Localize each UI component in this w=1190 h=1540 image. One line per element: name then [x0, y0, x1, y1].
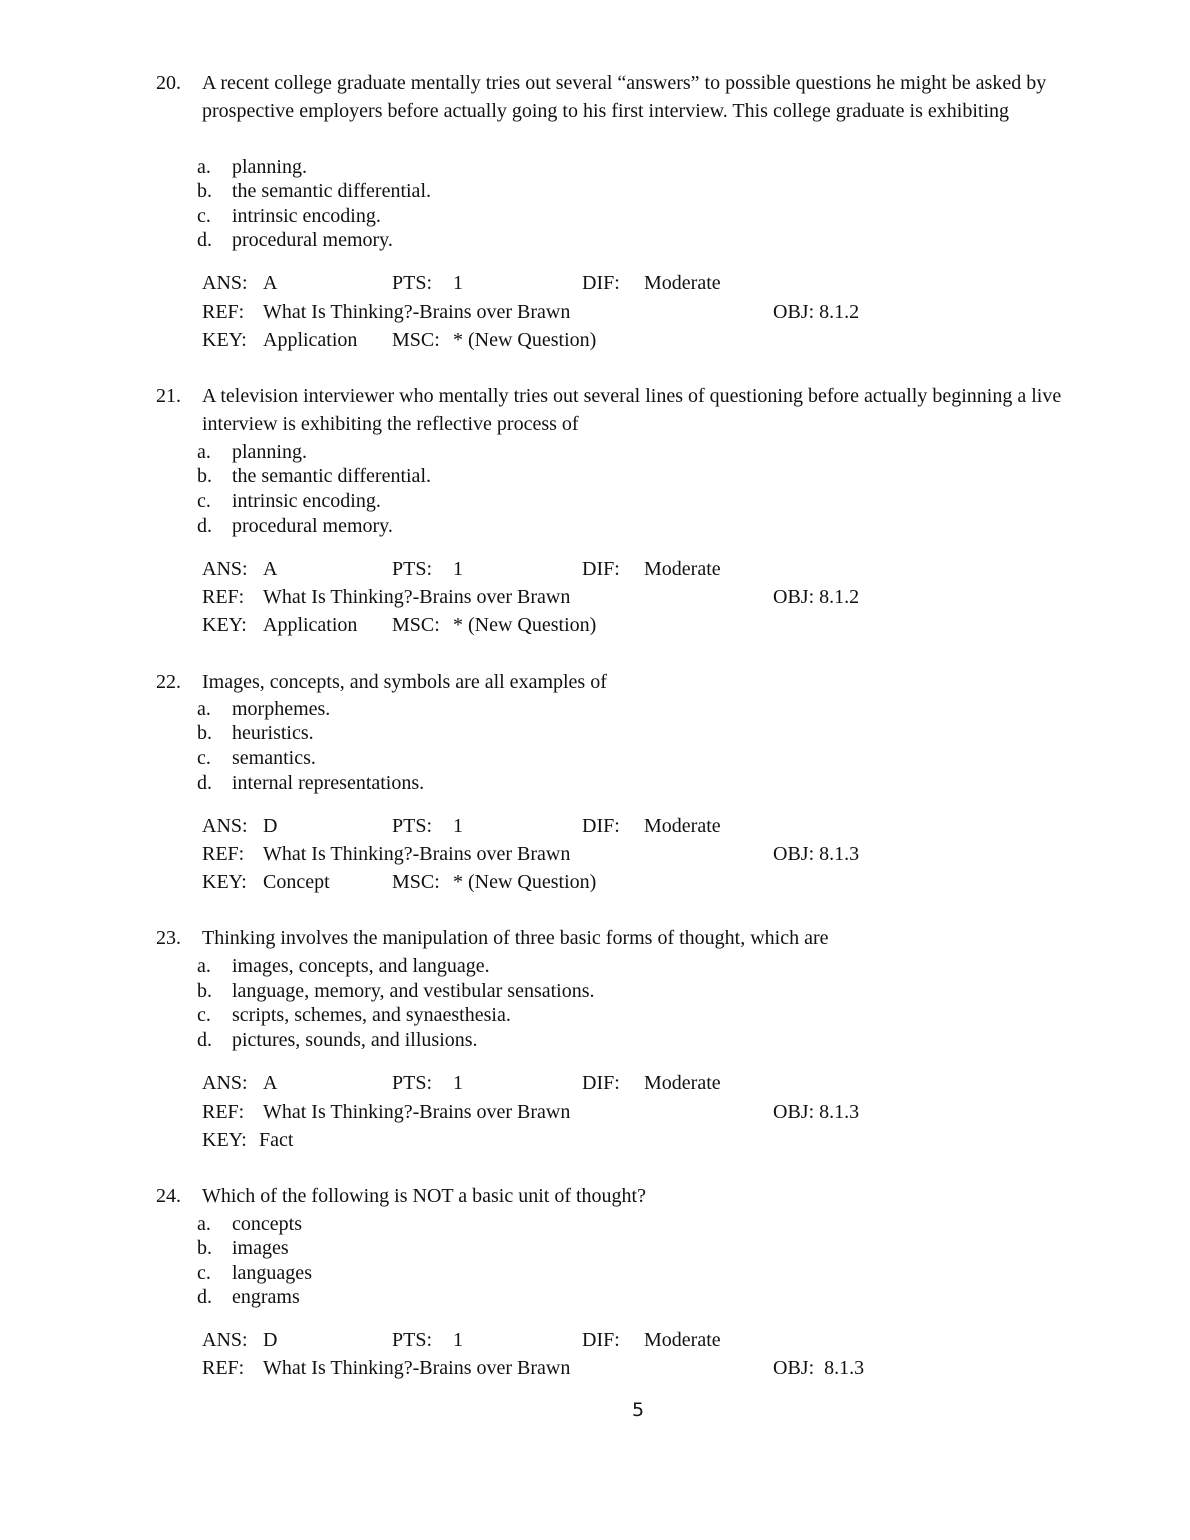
question-stem: Which of the following is NOT a basic unit of thought? [202, 1185, 646, 1207]
question-number: 22. [156, 671, 181, 693]
key-value: Application [263, 329, 358, 351]
option-letter: b. [197, 465, 212, 487]
ref-label: REF: [202, 1101, 245, 1123]
answer-row [0, 812, 1190, 840]
ans-value: A [263, 272, 278, 294]
ans-value: D [263, 1329, 278, 1351]
obj-value: OBJ: 8.1.3 [773, 843, 860, 865]
option-text: engrams [232, 1286, 300, 1308]
option-letter: d. [197, 515, 212, 537]
ans-value: A [263, 1072, 278, 1094]
dif-value: Moderate [644, 815, 721, 837]
option-text: the semantic differential. [232, 180, 431, 202]
option-text: procedural memory. [232, 515, 393, 537]
option-letter: d. [197, 1286, 212, 1308]
option-text: planning. [232, 441, 307, 463]
question-stem: A television interviewer who mentally tries out several lines of questioning before actually beginning a live interview is exhibiting the reflective process of [202, 385, 1062, 435]
pts-value: 1 [453, 1072, 463, 1094]
pts-label: PTS: [392, 272, 433, 294]
dif-label: DIF: [582, 272, 620, 294]
dif-value: Moderate [644, 558, 721, 580]
key-label: KEY: [202, 329, 247, 351]
option-text: concepts [232, 1213, 302, 1235]
option-letter: b. [197, 1237, 212, 1259]
option-letter: c. [197, 1004, 211, 1026]
reference-row [0, 1098, 1190, 1126]
dif-value: Moderate [644, 272, 721, 294]
option-letter: c. [197, 747, 211, 769]
ans-value: D [263, 815, 278, 837]
option-text: morphemes. [232, 698, 331, 720]
obj-value: OBJ: 8.1.2 [773, 586, 860, 608]
option-text: procedural memory. [232, 229, 393, 251]
answer-row [0, 269, 1190, 297]
question-stem: Thinking involves the manipulation of three basic forms of thought, which are [202, 927, 829, 949]
key-value: Concept [263, 871, 330, 893]
option-letter: d. [197, 1029, 212, 1051]
msc-value: * (New Question) [453, 871, 597, 893]
question-number: 20. [156, 72, 181, 94]
ref-label: REF: [202, 586, 245, 608]
page-number: 5 [631, 1399, 645, 1421]
option-letter: c. [197, 205, 211, 227]
msc-value: * (New Question) [453, 329, 597, 351]
option-letter: b. [197, 180, 212, 202]
option-text: pictures, sounds, and illusions. [232, 1029, 478, 1051]
reference-row [0, 583, 1190, 611]
option-letter: a. [197, 156, 211, 178]
pts-value: 1 [453, 815, 463, 837]
option-letter: d. [197, 229, 212, 251]
obj-value: OBJ: 8.1.2 [773, 301, 860, 323]
answer-row [0, 555, 1190, 583]
option-letter: a. [197, 441, 211, 463]
key-row [0, 326, 1190, 354]
option-letter: a. [197, 1213, 211, 1235]
dif-label: DIF: [582, 558, 620, 580]
key-label: KEY: [202, 871, 247, 893]
option-text: planning. [232, 156, 307, 178]
ref-value: What Is Thinking?-Brains over Brawn [263, 843, 571, 865]
key-row [0, 611, 1190, 639]
option-text: languages [232, 1262, 312, 1284]
pts-label: PTS: [392, 815, 433, 837]
ref-label: REF: [202, 301, 245, 323]
ans-label: ANS: [202, 272, 248, 294]
option-letter: a. [197, 955, 211, 977]
msc-label: MSC: [392, 871, 440, 893]
answer-row [0, 1326, 1190, 1354]
question-stem: Images, concepts, and symbols are all examples of [202, 671, 607, 693]
question-number: 24. [156, 1185, 181, 1207]
dif-label: DIF: [582, 1329, 620, 1351]
ans-label: ANS: [202, 558, 248, 580]
msc-label: MSC: [392, 329, 440, 351]
option-text: intrinsic encoding. [232, 490, 381, 512]
option-letter: d. [197, 772, 212, 794]
reference-row [0, 298, 1190, 326]
dif-label: DIF: [582, 1072, 620, 1094]
pts-label: PTS: [392, 1329, 433, 1351]
pts-value: 1 [453, 272, 463, 294]
obj-value: OBJ: 8.1.3 [773, 1101, 860, 1123]
msc-value: * (New Question) [453, 614, 597, 636]
reference-row [0, 1354, 1190, 1382]
key-label: KEY: [202, 614, 247, 636]
ref-value: What Is Thinking?-Brains over Brawn [263, 586, 571, 608]
question-number: 21. [156, 385, 181, 407]
ans-label: ANS: [202, 1072, 248, 1094]
option-text: semantics. [232, 747, 316, 769]
question-stem: A recent college graduate mentally tries out several “answers” to possible questions he might be asked by prospective employers before actually going to his first interview. This college graduate is exhibiting [202, 72, 1047, 122]
option-text: images [232, 1237, 289, 1259]
ref-value: What Is Thinking?-Brains over Brawn [263, 1357, 571, 1379]
key-row [0, 1126, 1190, 1154]
ref-value: What Is Thinking?-Brains over Brawn [263, 1101, 571, 1123]
ref-value: What Is Thinking?-Brains over Brawn [263, 301, 571, 323]
option-letter: a. [197, 698, 211, 720]
key-value: Fact [259, 1129, 294, 1151]
option-text: language, memory, and vestibular sensations. [232, 980, 595, 1002]
option-text: images, concepts, and language. [232, 955, 490, 977]
reference-row [0, 840, 1190, 868]
option-text: the semantic differential. [232, 465, 431, 487]
ans-label: ANS: [202, 815, 248, 837]
option-letter: c. [197, 490, 211, 512]
dif-value: Moderate [644, 1072, 721, 1094]
question-number: 23. [156, 927, 181, 949]
ref-label: REF: [202, 1357, 245, 1379]
option-text: intrinsic encoding. [232, 205, 381, 227]
option-text: heuristics. [232, 722, 314, 744]
ans-value: A [263, 558, 278, 580]
pts-label: PTS: [392, 558, 433, 580]
option-letter: b. [197, 722, 212, 744]
dif-label: DIF: [582, 815, 620, 837]
key-value: Application [263, 614, 358, 636]
option-text: internal representations. [232, 772, 425, 794]
key-label: KEY: [202, 1129, 247, 1151]
key-row [0, 868, 1190, 896]
dif-value: Moderate [644, 1329, 721, 1351]
ref-label: REF: [202, 843, 245, 865]
pts-label: PTS: [392, 1072, 433, 1094]
option-letter: c. [197, 1262, 211, 1284]
obj-value: OBJ: 8.1.3 [773, 1357, 865, 1379]
ans-label: ANS: [202, 1329, 248, 1351]
pts-value: 1 [453, 558, 463, 580]
pts-value: 1 [453, 1329, 463, 1351]
option-letter: b. [197, 980, 212, 1002]
msc-label: MSC: [392, 614, 440, 636]
answer-row [0, 1069, 1190, 1097]
option-text: scripts, schemes, and synaesthesia. [232, 1004, 511, 1026]
